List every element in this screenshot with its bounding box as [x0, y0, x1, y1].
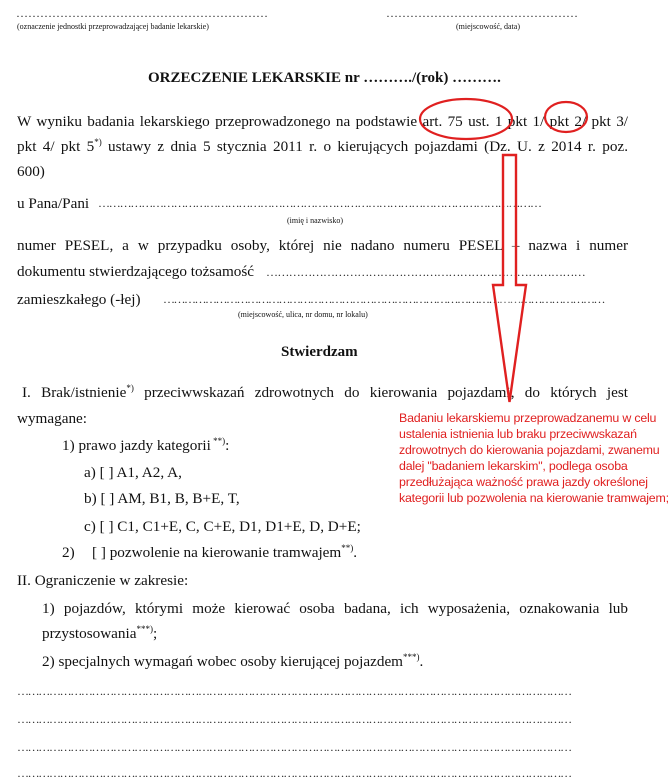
restriction-dots-line[interactable]: ………………………………………………………………………………………………………………………………………… [17, 712, 571, 726]
section2-item-2-text: 2) specjalnych wymagań wobec osoby kierującej pojazdem [42, 653, 403, 670]
intro-line-2b: ustawy z dnia 5 stycznia 2011 r. o kierujących pojazdami (Dz. U. z 2014 r. poz. [101, 138, 628, 155]
section-title: Stwierdzam [281, 344, 358, 360]
section2-item-1-footnote: ***) [136, 623, 153, 634]
intro-line-1b: art. 75 ust. 1 pkt 1/ pkt 2/ pkt 3/ [422, 113, 629, 130]
intro-line-1 [17, 113, 628, 131]
intro-footnote-mark: *) [94, 136, 102, 147]
annotation-line: zdrowotnych do kierowania pojazdami, zwanemu [399, 443, 660, 457]
section1-line-1b: przeciwwskazań zdrowotnych do kierowania pojazdami, do których jest [133, 384, 628, 401]
zam-label: zamieszkałego (-łej) [17, 291, 141, 308]
tram-end: . [353, 544, 358, 561]
pan-caption: (imię i nazwisko) [287, 216, 343, 225]
restriction-dots-line[interactable]: ………………………………………………………………………………………………………………………………………… [17, 740, 571, 754]
option-a-checkbox[interactable]: a) [ ] A1, A2, A, [84, 464, 182, 481]
pan-label: u Pana/Pani [17, 195, 90, 212]
section2-item-1-cont-text: przystosowania [42, 625, 137, 642]
section2-item-1 [42, 600, 628, 618]
restriction-dots-line[interactable]: ………………………………………………………………………………………………………………………………………… [17, 684, 571, 698]
annotation-line: dalej "badaniem lekarskim", podlega osoba [399, 459, 628, 473]
section2-item-1-end: ; [152, 625, 158, 642]
section1-footnote-mark: *) [126, 382, 134, 393]
tram-permit-checkbox[interactable] [92, 544, 357, 562]
zam-caption: (miejscowość, ulica, nr domu, nr lokalu) [238, 310, 368, 319]
section2-item-2-end: . [419, 653, 424, 670]
pesel-line-2-label: dokumentu stwierdzającego tożsamość [17, 263, 255, 280]
place-date-dots: ………………………………………… [386, 6, 578, 20]
licence-category-label [62, 437, 229, 455]
intro-line-2a: pkt 4/ pkt 5 [17, 138, 95, 155]
place-date-caption: (miejscowość, data) [456, 22, 520, 31]
pan-dots[interactable]: …………………………………………………………………………………………………………… [98, 196, 541, 210]
intro-line-2 [17, 138, 628, 156]
annotation-line: kategorii lub pozwolenia na kierowanie tramwajem; [399, 491, 669, 505]
pesel-line-1-text: numer PESEL, a w przypadku osoby, której nie nadano numeru PESEL – nazwa i numer [17, 237, 628, 254]
section1-line-1 [22, 384, 628, 402]
unit-dots: ……………………………………………………… [16, 6, 268, 20]
annotation-line: Badaniu lekarskiemu przeprowadzanemu w celu [399, 411, 657, 425]
annotation-text [399, 410, 669, 506]
section1-line-1a: I. Brak/istnienie [22, 384, 127, 401]
intro-line-1a: W wyniku badania lekarskiego przeprowadzonego na podstawie [17, 113, 418, 130]
pesel-line-1 [17, 237, 628, 255]
section1-line-2: wymagane: [17, 410, 88, 427]
tram-permit-text: [ ] pozwolenie na kierowanie tramwajem [92, 544, 342, 561]
section2-item-2-footnote: ***) [403, 651, 420, 662]
section2-item-1-cont [42, 625, 157, 643]
pesel-dots[interactable]: ………………………………………………………………………… [266, 265, 586, 279]
section2-title: II. Ograniczenie w zakresie: [17, 572, 189, 589]
option-b-checkbox[interactable]: b) [ ] AM, B1, B, B+E, T, [84, 490, 240, 507]
intro-line-3: 600) [17, 163, 45, 180]
restriction-dots-line[interactable]: ………………………………………………………………………………………………………………………………………… [17, 766, 571, 780]
tram-number: 2) [62, 544, 75, 561]
section2-item-1-text: 1) pojazdów, którymi może kierować osoba badana, ich wyposażenia, oznakowania lub [42, 600, 628, 617]
section2-item-2 [42, 653, 423, 671]
option-c-checkbox[interactable]: c) [ ] C1, C1+E, C, C+E, D1, D1+E, D, D+E; [84, 518, 361, 535]
licence-footnote-mark: **) [210, 435, 226, 446]
annotation-line: przedłużająca ważność prawa jazdy określonej [399, 475, 648, 489]
annotation-line: ustalenia istnienia lub braku przeciwwskazań [399, 427, 637, 441]
licence-colon: : [225, 437, 230, 454]
tram-footnote-mark: **) [341, 542, 354, 553]
licence-category-text: 1) prawo jazdy kategorii [62, 437, 211, 454]
unit-caption: (oznaczenie jednostki przeprowadzającej badanie lekarskie) [17, 22, 209, 31]
zam-dots[interactable]: ……………………………………………………………………………………………………………… [163, 292, 604, 306]
document-title: ORZECZENIE LEKARSKIE nr ………./(rok) ………. [148, 70, 501, 86]
